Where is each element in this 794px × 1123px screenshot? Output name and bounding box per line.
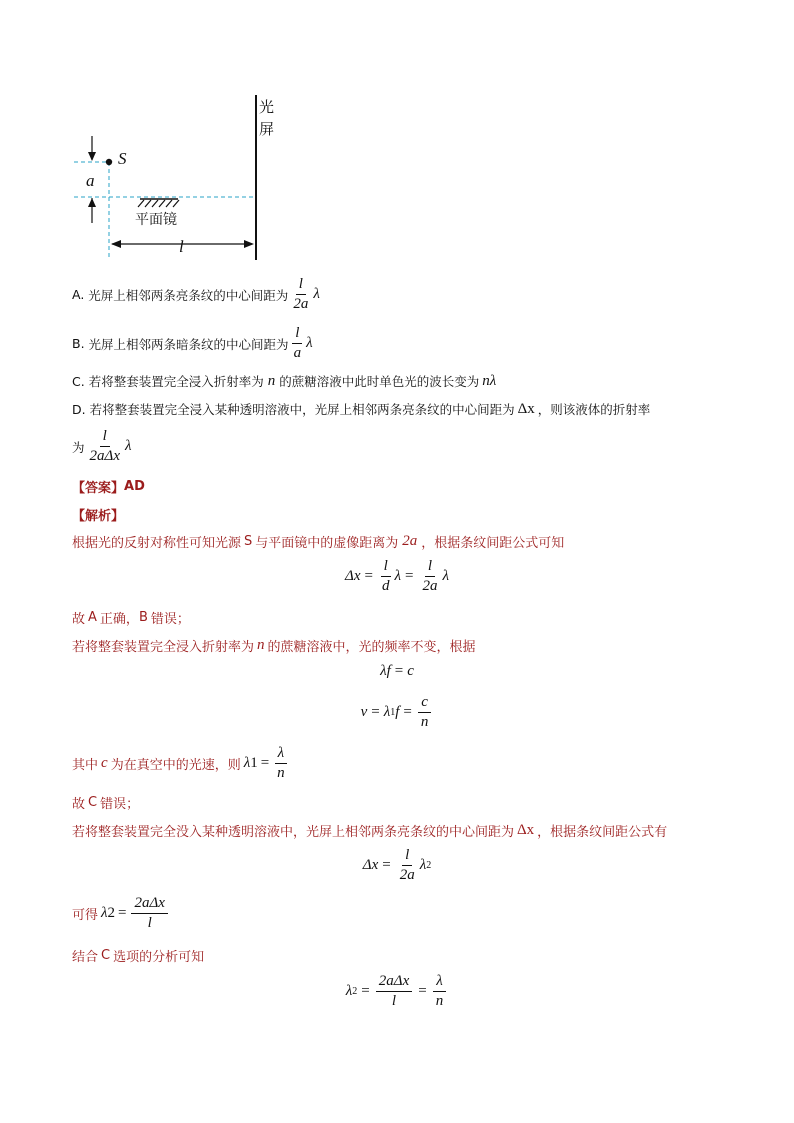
option-c-letter: C. [72,373,85,389]
arrow-up-head [88,198,96,207]
option-d-lambda: λ [124,438,132,455]
equation-2: λf = c [380,663,414,679]
option-b-letter: B. [72,336,85,352]
equation-4: Δx = $\frac{l}{2a}$ λ 2 [362,847,432,884]
option-d-line1 [72,400,650,418]
option-d-fraction: $\frac{l}{\text{2aΔx}}$ [89,428,120,465]
option-b [72,325,313,363]
solution-para-4: 其中 c 为在真空中的光速，则 λ 1 = $\frac{\lambda}{n}$ [72,745,290,783]
option-a [72,276,320,314]
option-c-result: nλ [482,372,497,389]
option-c-text-before: 若将整套装置完全浸入折射率为 [88,374,264,389]
analysis-label: 【解析】 [72,509,125,524]
length-arrow-left-head [111,240,121,248]
lloyd-mirror-diagram [60,90,300,270]
option-c-text-after: 的蔗糖溶液中此时单色光的波长变为 [279,374,480,389]
answer-label: 【答案】 [72,481,125,496]
option-a-text: 光屏上相邻两条亮条纹的中心间距为 [88,287,289,303]
mirror-label: 平面镜 [135,212,177,228]
length-label: l [179,237,184,256]
length-arrow-right-head [244,240,254,248]
solution-para-7: 可得 λ 2 = $\frac{\text{2aΔx}}{l}$ [72,895,170,933]
option-c-n: n [267,372,276,389]
option-d-text-end: ，则该液体的折射率 [537,402,651,417]
option-c [72,372,496,390]
option-d-dx: Δx [517,400,535,417]
option-d-text: 若将整套装置完全浸入某种透明溶液中，光屏上相邻两条亮条纹的中心间距为 [89,402,515,417]
equation-1: Δx = $\frac{l}{d}$ λ = $\frac{l}{2a}$ λ [345,558,449,595]
option-b-text: 光屏上相邻两条暗条纹的中心间距为 [88,336,289,352]
option-b-fraction: $\frac{l}{a}$ [293,325,302,362]
solution-para-8: 结合 C 选项的分析可知 [72,948,205,965]
screen-label-2: 屏 [259,120,275,138]
option-d-prefix: 为 [72,439,85,455]
equation-3: v = λ 1 f = $\frac{c}{n}$ [0,694,794,732]
screen-label-1: 光 [259,98,275,116]
distance-label: a [86,171,95,190]
solution-para-5: 故 C 错误； [72,795,140,812]
option-a-fraction: $\frac{l}{2a}$ [293,276,309,313]
solution-para-1: 根据光的反射对称性可知光源 S 与平面镜中的虚像距离为 2a ，根据条纹间距公式可知 [72,533,565,551]
option-a-lambda: λ [313,286,320,303]
solution-para-6: 若将整套装置完全没入某种透明溶液中，光屏上相邻两条亮条纹的中心间距为 Δx ，根据条纹间距公式有 [72,822,668,840]
answer-value: AD [124,479,145,494]
option-d-letter: D. [72,401,86,417]
source-label: S [118,149,127,168]
mirror-hatch [138,200,179,207]
solution-para-2: 故 A 正确， B 错误； [72,610,190,627]
option-d-line2 [72,428,131,466]
answer-line [72,477,145,496]
arrow-down-head [88,152,96,161]
solution-para-3: 若将整套装置完全浸入折射率为 n 的蔗糖溶液中，光的频率不变，根据 [72,637,476,655]
source-point [106,159,112,165]
equation-5: λ 2 = $\frac{\text{2aΔx}}{l}$ = $\frac{\lambda}{n}$ [0,973,794,1011]
option-a-letter: A. [72,287,85,303]
option-b-lambda: λ [306,335,313,352]
